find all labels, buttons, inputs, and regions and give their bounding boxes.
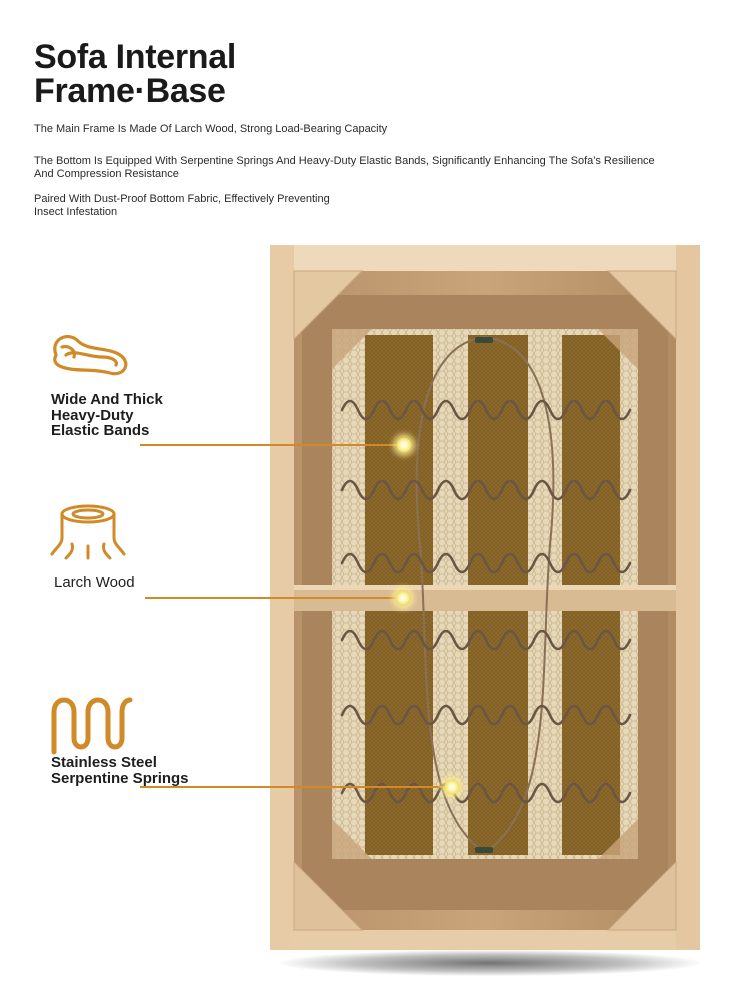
description-fabric [34,193,394,219]
title-line-2: Frame·Base [34,72,226,110]
description-springs-line-2: And Compression Resistance [34,168,179,180]
feature-springs-line-2: Serpentine Springs [51,769,189,787]
description-frame-text: The Main Frame Is Made Of Larch Wood, Strong Load-Bearing Capacity [34,123,388,135]
feature-label-elastic-bands [51,392,163,439]
description-fabric-line-1: Paired With Dust-Proof Bottom Fabric, Effectively Preventing [34,193,330,205]
feature-label-larch-wood [54,575,135,591]
floor-shadow [280,950,700,976]
description-springs [34,155,734,181]
feature-larch-line-1: Larch Wood [54,574,135,591]
leader-line-larch-wood [145,597,398,599]
description-fabric-line-2: Insect Infestation [34,206,118,218]
feature-elastic-line-3: Elastic Bands [51,422,150,439]
title-line-1: Sofa Internal [34,38,237,76]
hotspot-elastic-bands [396,437,412,453]
leader-line-elastic-bands [140,444,402,446]
feature-elastic-line-1: Wide And Thick [51,391,163,408]
hotspot-larch-wood [395,590,411,606]
leader-line-serpentine-springs [140,786,445,788]
hotspot-serpentine-springs [444,779,460,795]
elastic-band-icon [48,325,138,395]
feature-elastic-line-2: Heavy-Duty [51,406,134,424]
feature-springs-line-1: Stainless Steel [51,754,157,771]
feature-label-serpentine-springs [51,755,189,786]
page-title [34,40,236,108]
spring-icon [48,690,138,760]
description-springs-line-1: The Bottom Is Equipped With Serpentine Springs And Heavy-Duty Elastic Bands, Significantly Enhancing The Sofa's Resilience [34,155,655,167]
description-frame [34,123,387,136]
tree-stump-icon [48,500,138,570]
